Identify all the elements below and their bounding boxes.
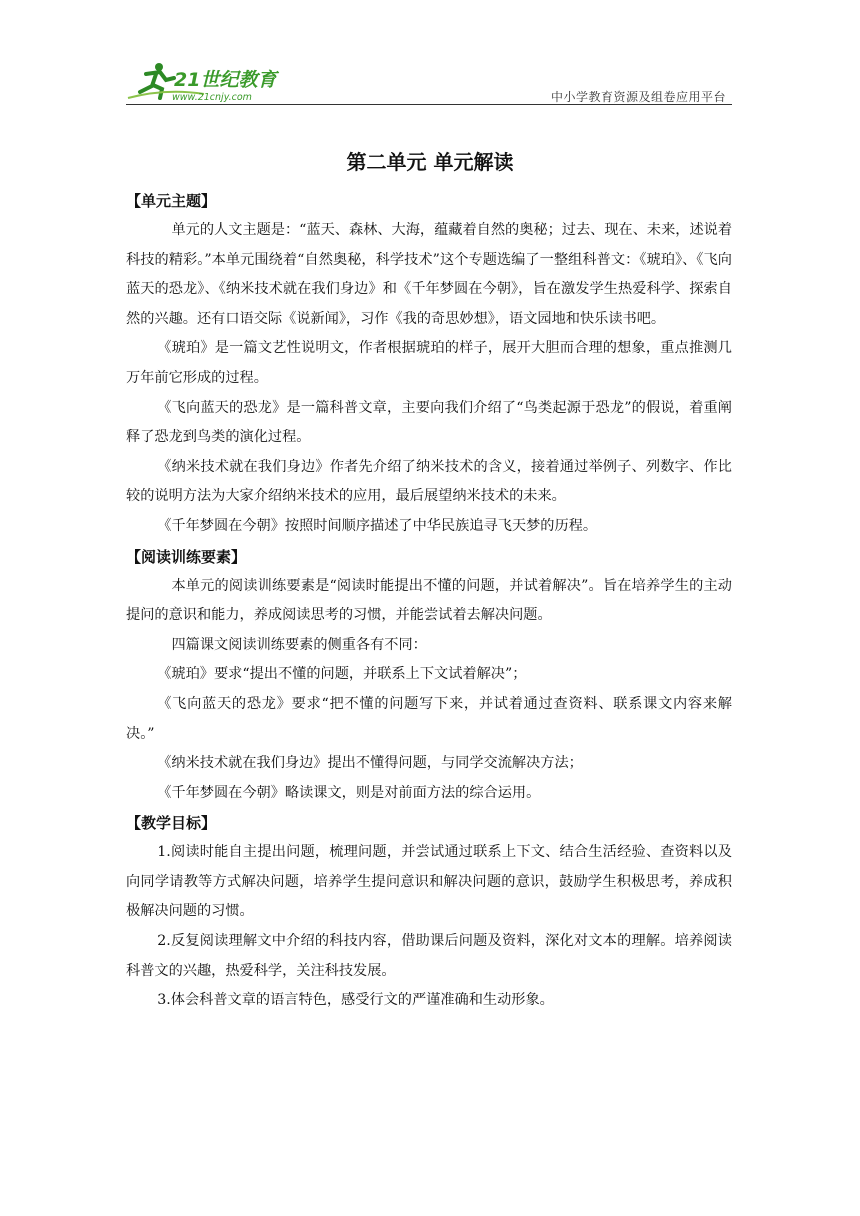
paragraph: 《琥珀》要求“提出不懂的问题，并联系上下文试着解决”；	[157, 666, 527, 683]
platform-name: 中小学教育资源及组卷应用平台	[550, 90, 726, 104]
section-reading-elements	[126, 542, 732, 809]
section-heading: 【教学目标】	[126, 814, 217, 833]
section-heading: 【单元主题】	[126, 192, 217, 210]
paragraph: 1.阅读时能自主提出问题，梳理问题，并尝试通过联系上下文、结合生活经验、查资料以及向同学请教等方式解决问题，培养学生提问意识和解决问题的意识，鼓励学生积极思考，养成积极解决问题的习惯。	[126, 844, 732, 920]
header-divider	[126, 104, 732, 105]
page-title: 第二单元 单元解读	[346, 150, 514, 174]
paragraph: 单元的人文主题是：“蓝天、森林、大海，蕴藏着自然的奥秘；过去、现在、未来，述说着科技的精彩。”本单元围绕着“自然奥秘，科学技术”这个专题选编了一整组科普文：《琥珀》、《飞向蓝天的恐龙》、《纳米技术就在我们身边》和《千年梦圆在今朝》，旨在激发学生热爱科学、探索自然的兴趣。还有口语交际《说新闻》，习作《我的奇思妙想》，语文园地和快乐读书吧。	[126, 222, 733, 327]
paragraph: 《飞向蓝天的恐龙》是一篇科普文章，主要向我们介绍了“鸟类起源于恐龙”的假说，着重阐释了恐龙到鸟类的演化过程。	[126, 399, 732, 446]
section-unit-theme	[126, 186, 732, 542]
document-body	[126, 186, 732, 1016]
paragraph: 《千年梦圆在今朝》按照时间顺序描述了中华民族追寻飞天梦的历程。	[157, 517, 598, 534]
paragraph: 《纳米技术就在我们身边》作者先介绍了纳米技术的含义，接着通过举例子、列数字、作比较的说明方法为大家介绍纳米技术的应用，最后展望纳米技术的未来。	[126, 458, 732, 505]
logo-url-text: www.21cnjy.com	[172, 92, 252, 103]
section-heading: 【阅读训练要素】	[126, 547, 247, 566]
paragraph: 四篇课文阅读训练要素的侧重各有不同：	[171, 636, 427, 653]
paragraph: 2.反复阅读理解文中介绍的科技内容，借助课后问题及资料，深化对文本的理解。培养阅读科普文的兴趣，热爱科学，关注科技发展。	[126, 933, 732, 979]
logo-text: 21世纪教育	[174, 69, 277, 91]
section-teaching-goals	[126, 808, 732, 1016]
paragraph: 3.体会科普文章的语言特色，感受行文的严谨准确和生动形象。	[157, 992, 554, 1009]
page-header	[126, 58, 732, 108]
paragraph: 本单元的阅读训练要素是“阅读时能提出不懂的问题，并试着解决”。旨在培养学生的主动提问的意识和能力，养成阅读思考的习惯，并能尝试着去解决问题。	[126, 577, 732, 624]
paragraph: 《纳米技术就在我们身边》提出不懂得问题，与同学交流解决方法；	[157, 755, 583, 772]
paragraph: 《千年梦圆在今朝》略读课文，则是对前面方法的综合运用。	[157, 784, 541, 801]
paragraph: 《琥珀》是一篇文艺性说明文，作者根据琥珀的样子，展开大胆而合理的想象，重点推测几万年前它形成的过程。	[126, 340, 732, 386]
site-logo	[126, 58, 286, 104]
paragraph: 《飞向蓝天的恐龙》要求“把不懂的问题写下来，并试着通过查资料、联系课文内容来解决。”	[126, 695, 732, 742]
